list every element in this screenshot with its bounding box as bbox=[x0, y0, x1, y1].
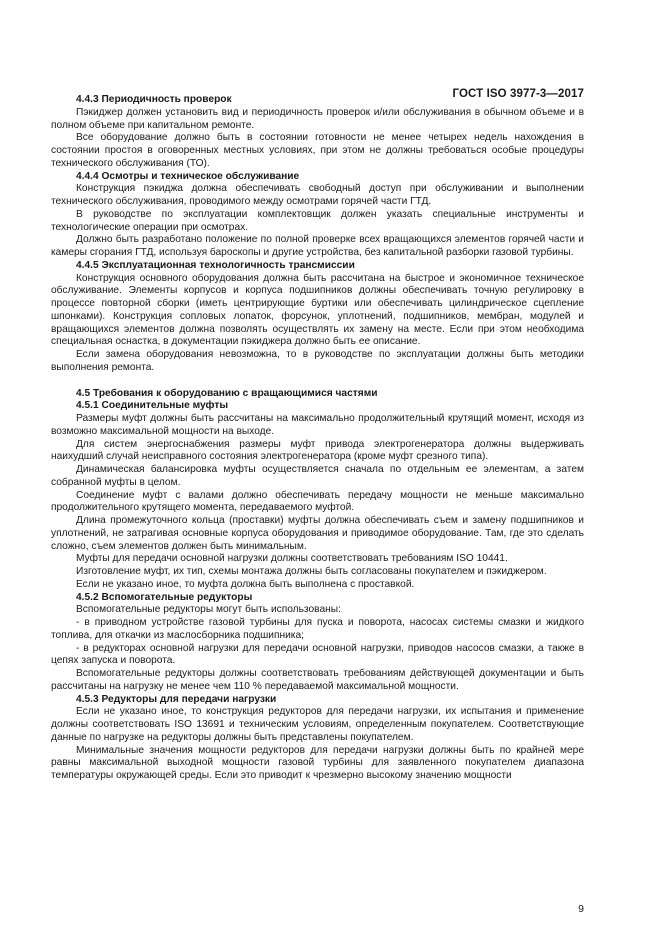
paragraph: Длина промежуточного кольца (проставки) муфты должна обеспечивать съем и замену подшипников и уплотнений, не затрагивая основные корпуса оборудования и приводимое оборудование. Там, где это сделать сложно, съем элементов должен быть минимальным. bbox=[51, 515, 584, 552]
paragraph: Пэкиджер должен установить вид и периодичность проверок и/или обслуживания в обычном объеме и в полном объеме при капитальном ремонте. bbox=[51, 106, 584, 131]
section-heading: 4.4.5 Эксплуатационная технологичность трансмиссии bbox=[76, 259, 355, 271]
paragraph: Конструкция пэкиджа должна обеспечивать свободный доступ при обслуживании и выполнении технического обслуживания, проводимого между осмотрами горячей части ГТД. bbox=[51, 183, 584, 207]
paragraph: Минимальные значения мощности редукторов для передачи нагрузки должны быть по крайней мере равны максимальной выходной мощности газовой турбины для заявленного покупателем диапазона температуры окружающей среды. Если это приводит к чрезмерно высокому значению мощности bbox=[51, 744, 584, 781]
section-heading: 4.5.1 Соединительные муфты bbox=[76, 400, 229, 412]
paragraph: Если не указано иное, то конструкция редукторов для передачи нагрузки, их испытания и применение должны соответствовать ISO 13691 и техническим условиям, определенным покупателем. Соответствующие данные по нагрузке на редукторы должны быть представлены покупателем. bbox=[51, 706, 584, 743]
list-item: - в приводном устройстве газовой турбины для пуска и поворота, насосах системы смазки и жидкого топлива, для откачки из маслосборника подшипника; bbox=[51, 617, 584, 641]
paragraph: Соединение муфт с валами должно обеспечивать передачу мощности не меньше максимально продолжительного крутящего момента, передаваемого муфтой. bbox=[51, 489, 584, 514]
section-heading: 4.4.4 Осмотры и техническое обслуживание bbox=[76, 170, 300, 182]
paragraph: Вспомогательные редукторы могут быть использованы: bbox=[76, 604, 341, 616]
section-heading: 4.5.2 Вспомогательные редукторы bbox=[76, 591, 253, 603]
paragraph: Вспомогательные редукторы должны соответствовать требованиям действующей документации и быть рассчитаны на нагрузку не менее чем 110 % передаваемой максимальной мощности. bbox=[51, 668, 584, 692]
page-number: 9 bbox=[578, 903, 584, 915]
clause-heading: 4.5 Требования к оборудованию с вращающимися частями bbox=[76, 387, 378, 399]
page-body bbox=[51, 94, 584, 783]
paragraph: Динамическая балансировка муфты осуществляется сначала по отдельным ее элементам, а затем собранной муфты в целом. bbox=[51, 464, 584, 488]
standard-code-header: ГОСТ ISO 3977-3—2017 bbox=[452, 88, 584, 100]
paragraph: Изготовление муфт, их тип, схемы монтажа должны быть согласованы покупателем и пэкиджером. bbox=[76, 566, 547, 577]
paragraph: Размеры муфт должны быть рассчитаны на максимально продолжительный крутящий момент, исходя из возможно максимальной мощности на выходе. bbox=[51, 413, 584, 437]
paragraph: Если не указано иное, то муфта должна быть выполнена с проставкой. bbox=[76, 578, 415, 590]
paragraph: Должно быть разработано положение по полной проверке всех вращающихся элементов горячей части и камеры сгорания ГТД, используя бароскопы и другие устройства, без капитальной разборки газовой турбины. bbox=[51, 234, 584, 258]
paragraph: Конструкция основного оборудования должна быть рассчитана на быстрое и экономичное техническое обслуживание. Элементы корпусов и корпуса подшипников должны обеспечивать точную регулировку в процессе повторной сборки (иметь центрирующие буртики или обеспечивать цилиндрическое сцепление шпонками). Конструкция сопловых лопаток, форсунок, уплотнений, подшипников, мембран, модулей и вращающихся элементов должна позволять осуществлять их замену на месте. Если при этом необходима специальная оснастка, в документации пэкиджера должно быть ее описание. bbox=[51, 272, 584, 348]
paragraph: В руководстве по эксплуатации комплектовщик должен указать специальные инструменты и технологические операции при осмотрах. bbox=[51, 208, 584, 233]
paragraph: Муфты для передачи основной нагрузки должны соответствовать требованиям ISO 10441. bbox=[76, 553, 508, 565]
list-item: - в редукторах основной нагрузки для передачи основной нагрузки, приводов насосов смазки, а также в цепях запуска и поворота. bbox=[51, 642, 584, 667]
paragraph: Для систем энергоснабжения размеры муфт привода электрогенератора должны выдерживать наихудший случай неисправного состояния электрогенератора (кроме муфт срезного типа). bbox=[51, 438, 584, 463]
paragraph: Если замена оборудования невозможна, то в руководстве по эксплуатации должны быть методики выполнения ремонта. bbox=[51, 349, 584, 373]
paragraph: Все оборудование должно быть в состоянии готовности не менее четырех недель нахождения в состоянии простоя в оговоренных местных условиях, при этом не должны требоваться особые процедуры технического обслуживания (ТО). bbox=[51, 132, 584, 169]
section-heading: 4.4.3 Периодичность проверок bbox=[76, 94, 232, 105]
section-heading: 4.5.3 Редукторы для передачи нагрузки bbox=[76, 693, 277, 705]
